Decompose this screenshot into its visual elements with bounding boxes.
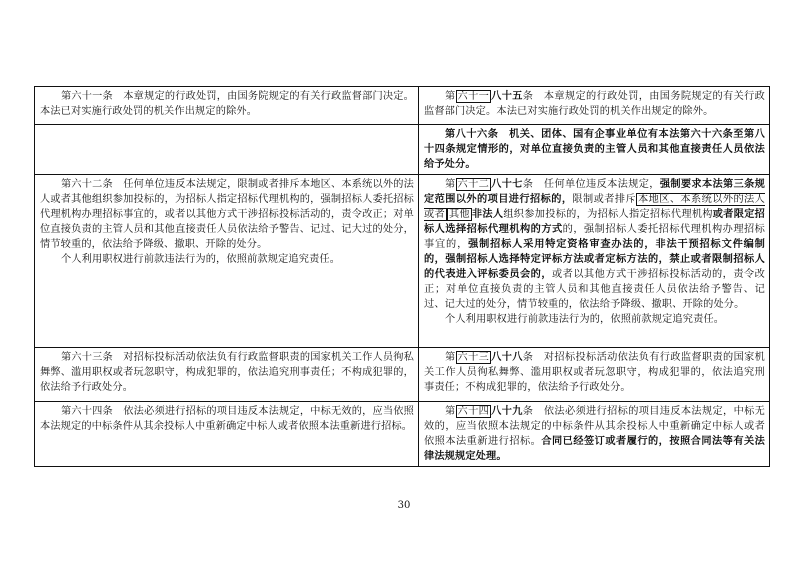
table-row <box>35 348 770 402</box>
old-text-cell <box>35 348 419 402</box>
new-article-86: 第八十六条 机关、团体、国有企事业单位有本法第六十六条至第八十四条规定情形的，对单位直接负责的主管人员和其他直接责任人员依法给予处分。 <box>424 128 765 170</box>
new-text-cell <box>419 175 770 348</box>
old-article-62-para-2: 个人利用职权进行前款违法行为的，依照前款规定追究责任。 <box>61 254 341 265</box>
new-text-cell <box>419 87 770 125</box>
deleted-number: 六十二 <box>457 179 490 190</box>
article-body: 的，强制招标人委托招标代理机构办理招标事宜的， <box>424 224 765 250</box>
article-prefix: 第 <box>445 406 456 417</box>
new-article-88 <box>424 350 765 395</box>
old-text-cell <box>35 125 419 175</box>
new-text-cell <box>419 125 770 175</box>
new-text-cell <box>419 348 770 402</box>
old-article-61: 第六十一条 本章规定的行政处罚，由国务院规定的有关行政监督部门决定。本法已对实施行政处罚的机关作出规定的除外。 <box>40 91 414 117</box>
article-body: 条 本章规定的行政处罚，由国务院规定的有关行政监督部门决定。本法已对实施行政处罚的机关作出规定的除外。 <box>424 91 766 117</box>
new-article-85 <box>424 89 765 119</box>
added-number: 八十八 <box>491 351 523 363</box>
old-article-64: 第六十四条 依法必须进行招标的项目违反本法规定，中标无效的，应当依照本法规定的中标条件从其余投标人中重新确定中标人或者依照本法重新进行招标。 <box>40 406 414 432</box>
deleted-number: 六十一 <box>457 91 490 102</box>
article-prefix: 第 <box>445 179 456 190</box>
new-text-cell <box>419 402 770 467</box>
added-text: 强制招标人采用特定资格审查办法的，非法干预招标文件编制的，强制招标人选择特定评标方法或者定标方法的，禁止或者限制招标人的代表进入评标委员会的， <box>424 238 765 280</box>
table-row <box>35 175 770 348</box>
old-article-63: 第六十三条 对招标投标活动依法负有行政监督职责的国家机关工作人员徇私舞弊、滥用职权或者玩忽职守，构成犯罪的，依法追究刑事责任；不构成犯罪的，依法给予行政处分。 <box>40 352 414 393</box>
added-number: 八十五 <box>491 90 523 102</box>
deleted-number: 六十三 <box>457 352 490 363</box>
new-article-87 <box>424 177 765 312</box>
article-body: 条 任何单位违反本法规定， <box>522 179 660 190</box>
page-number: 30 <box>397 500 411 511</box>
article-prefix: 第 <box>445 91 456 102</box>
deleted-text: 其他 <box>448 209 470 220</box>
added-number: 八十七 <box>491 178 523 190</box>
old-text-cell <box>35 87 419 125</box>
article-body: 条 依法必须进行招标的项目违反本法规定，中标无效的，应当依照本法规定的中标条件从其余投标人中重新确定中标人或者依照本法重新进行招标。 <box>424 406 766 447</box>
old-text-cell <box>35 402 419 467</box>
added-text: 或者限定招标人选择招标代理机构的方式 <box>424 208 766 235</box>
added-number: 八十九 <box>491 405 523 417</box>
article-body: 限制或者排斥 <box>572 194 637 205</box>
article-prefix: 第 <box>445 352 456 363</box>
added-text: 强制要求本法第三条规定范围以外的项目进行招标的， <box>424 178 766 205</box>
added-text: 合同已经签订或者履行的，按照合同法等有关法律法规规定处理。 <box>424 435 765 462</box>
comparison-table <box>34 86 770 467</box>
article-body: 或者以其他方式干涉招标投标活动的，责令改正；对单位直接负责的主管人员和其他直接责任人员依法给予警告、记过、记大过的处分，情节较重的，依法给予降级、撤职、开除的处分。 <box>424 269 765 310</box>
deleted-number: 六十四 <box>457 406 490 417</box>
added-text: 非法人 <box>471 208 504 220</box>
article-body: 组织参加投标的，为招标人指定招标代理机构 <box>503 209 713 220</box>
new-article-87-para-2: 个人利用职权进行前款违法行为的，依照前款规定追究责任。 <box>445 314 725 325</box>
deleted-text: 本地区、本系统以外的法人或者 <box>424 194 765 220</box>
table-row <box>35 87 770 125</box>
table-row <box>35 402 770 467</box>
table-row <box>35 125 770 175</box>
article-body: 条 对招标投标活动依法负有行政监督职责的国家机关工作人员徇私舞弊、滥用职权或者玩忽职守，构成犯罪的，依法追究刑事责任；不构成犯罪的，依法给予行政处分。 <box>424 352 766 393</box>
old-text-cell <box>35 175 419 348</box>
new-article-89 <box>424 404 765 464</box>
old-article-62: 第六十二条 任何单位违反本法规定，限制或者排斥本地区、本系统以外的法人或者其他组织参加投标的，为招标人指定招标代理机构的，强制招标人委托招标代理机构办理招标事宜的，或者以其他方式干涉招标投标活动的，责令改正；对单位直接负责的主管人员和其他直接责任人员依法给予警告、记过、记大过的处分，情节较重的，依法给予降级、撤职、开除的处分。 <box>40 179 414 250</box>
